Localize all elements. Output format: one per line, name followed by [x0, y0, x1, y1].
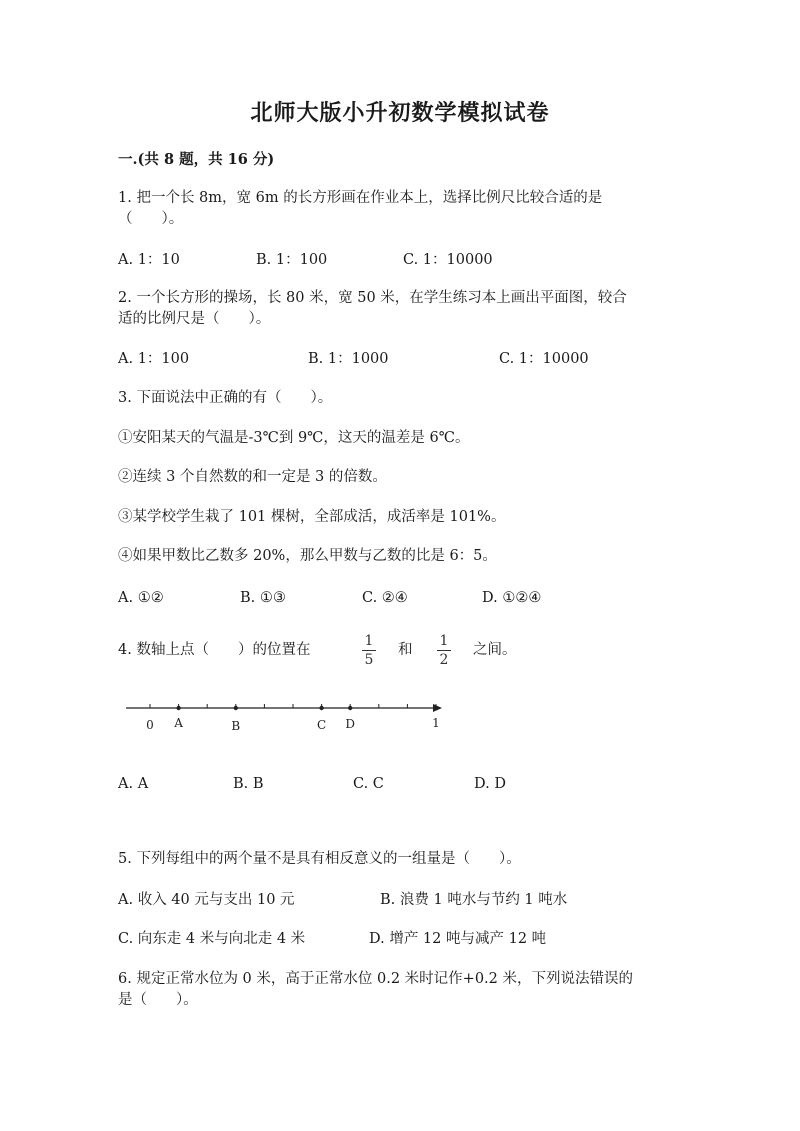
- q4-option-a: A. A: [118, 776, 149, 792]
- q3-statement-2: ②连续 3 个自然数的和一定是 3 的倍数。: [118, 469, 387, 485]
- fraction-bar: [362, 650, 376, 651]
- q4-option-c: C. C: [353, 776, 384, 792]
- q4-fraction-one-fifth: [359, 632, 379, 669]
- q5-option-c: C. 向东走 4 米与向北走 4 米: [118, 931, 306, 947]
- q4-stem: 4. 数轴上点（ ）的位置在: [118, 642, 311, 658]
- point-d-marker: [348, 706, 352, 710]
- q1-option-a: A. 1：10: [118, 252, 180, 268]
- q5-stem: 5. 下列每组中的两个量不是具有相反意义的一组量是（ ）。: [118, 851, 521, 867]
- q3-statement-1: ①安阳某天的气温是-3℃到 9℃，这天的温差是 6℃。: [118, 430, 470, 446]
- q1-stem-line1: 1. 把一个长 8m，宽 6m 的长方形画在作业本上，选择比例尺比较合适的是: [118, 190, 603, 206]
- q6-stem-line1: 6. 规定正常水位为 0 米，高于正常水位 0.2 米时记作+0.2 米，下列说法错误的: [118, 971, 633, 987]
- point-label-a: A: [174, 716, 183, 730]
- tick-label-zero: 0: [146, 718, 154, 732]
- q1-stem-line2: （ ）。: [118, 211, 184, 227]
- point-b-marker: [234, 706, 238, 710]
- q4-fraction-one-half: [434, 632, 454, 669]
- q2-option-c: C. 1：10000: [499, 351, 589, 367]
- q3-stem: 3. 下面说法中正确的有（ ）。: [118, 390, 333, 406]
- fraction-bar: [437, 650, 451, 651]
- fraction-denominator: 5: [364, 652, 374, 668]
- q5-option-b: B. 浪费 1 吨水与节约 1 吨水: [380, 892, 568, 908]
- point-label-c: C: [317, 718, 327, 732]
- point-a-marker: [176, 706, 180, 710]
- q4-stem-end: 之间。: [473, 642, 517, 658]
- q5-option-a: A. 收入 40 元与支出 10 元: [118, 892, 295, 908]
- q2-option-b: B. 1：1000: [308, 351, 389, 367]
- q3-statement-3: ③某学校学生栽了 101 棵树，全部成活，成活率是 101%。: [118, 509, 506, 525]
- q3-option-a: A. ①②: [118, 590, 164, 606]
- q6-stem-line2: 是（ ）。: [118, 992, 198, 1008]
- q3-option-b: B. ①③: [240, 590, 286, 606]
- fraction-numerator: 1: [439, 633, 449, 649]
- q3-statement-4: ④如果甲数比乙数多 20%，那么甲数与乙数的比是 6：5。: [118, 548, 497, 564]
- number-line: [118, 692, 458, 742]
- q2-stem-line1: 2. 一个长方形的操场，长 80 米，宽 50 米，在学生练习本上画出平面图，较合: [118, 290, 627, 306]
- q1-option-c: C. 1：10000: [403, 252, 493, 268]
- q5-option-d: D. 增产 12 吨与减产 12 吨: [369, 931, 547, 947]
- q2-stem-line2: 适的比例尺是（ ）。: [118, 311, 271, 327]
- q4-and: 和: [398, 642, 413, 658]
- fraction-numerator: 1: [364, 633, 374, 649]
- tick-label-one: 1: [432, 716, 440, 730]
- section-heading: 一.(共 8 题，共 16 分): [118, 151, 275, 168]
- q3-option-d: D. ①②④: [482, 590, 542, 606]
- q3-option-c: C. ②④: [362, 590, 408, 606]
- number-line-arrow: [433, 704, 442, 712]
- q4-option-b: B. B: [233, 776, 264, 792]
- q4-option-d: D. D: [474, 776, 506, 792]
- point-label-b: B: [231, 719, 241, 733]
- page-title: 北师大版小升初数学模拟试卷: [250, 100, 550, 126]
- point-c-marker: [319, 706, 323, 710]
- fraction-denominator: 2: [439, 652, 449, 668]
- q2-option-a: A. 1：100: [118, 351, 190, 367]
- q1-option-b: B. 1：100: [256, 252, 328, 268]
- point-label-d: D: [345, 717, 356, 731]
